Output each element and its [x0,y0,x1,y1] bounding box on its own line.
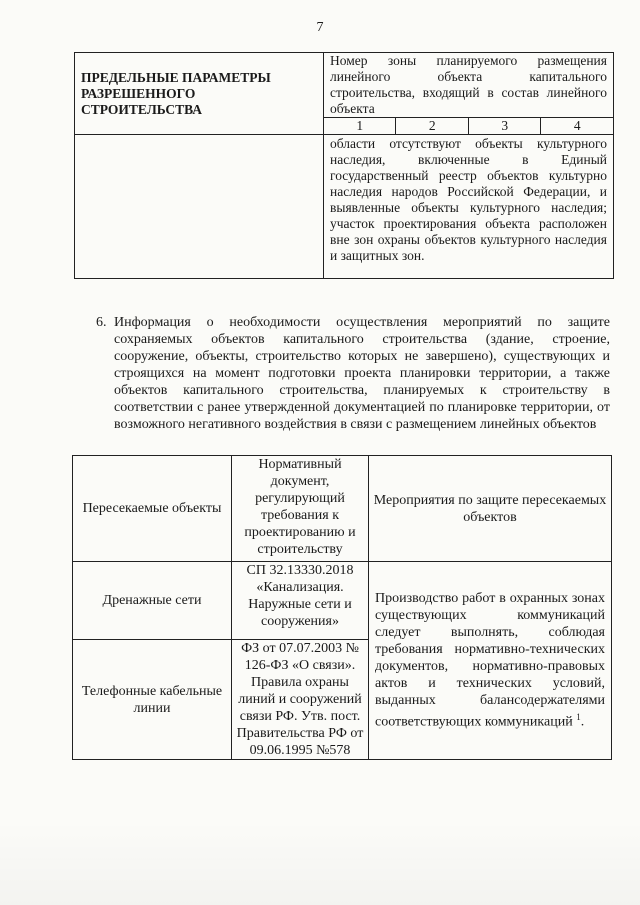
table2-measures-end: . [580,714,585,730]
table1-col-number: 3 [468,118,540,135]
table1-col-number: 2 [396,118,468,135]
table2-row-document: СП 32.13330.2018 «Канализация. Наружные сети и сооружения» [232,562,369,640]
table1-col-number: 4 [541,118,614,135]
table1-body-left [75,135,324,279]
section-6 [96,314,610,433]
table1-header-left: ПРЕДЕЛЬНЫЕ ПАРАМЕТРЫ РАЗРЕШЕННОГО СТРОИТЕЛЬСТВА [75,53,324,135]
protection-measures-table [72,455,612,760]
scan-shade [0,820,640,905]
section-text: Информация о необходимости осуществления мероприятий по защите сохраняемых объектов капитального строительства (здание, строение, сооружение, объекты, строительство которых не завершено), существующих и строящихся на момент подготовки проекта планировки территории, а также объектов капитального строительства, планируемых к строительству в соответствии с ранее утвержденной документацией по планировке территории, от возможного негативного воздействия в связи с размещением линейных объектов [114,315,610,432]
table1-body-right: области отсутствуют объекты культурного наследия, включенные в Единый государственный реестр объектов культурно наследия народов Российской Федерации, и выявленные объекты культурного наследия; участок проектирования объекта расположен вне зон охраны объектов культурного наследия и защитных зон. [324,135,614,279]
table2-row-object: Дренажные сети [73,562,232,640]
table2-measures-text: Производство работ в охранных зонах существующих коммуникаций следует выполнять, соблюдая требования нормативно-технических документов, нормативно-правовых актов и технических условий, выданных балансодержателями соответствующих коммуникаций [375,591,605,730]
table2-row-document: ФЗ от 07.07.2003 № 126-ФЗ «О связи». Правила охраны линий и сооружений связи РФ. Утв. пост. Правительства РФ от 09.06.1995 №578 [232,640,369,760]
table2-header-document: Нормативный документ, регулирующий требования к проектированию и строительству [232,456,369,562]
page-number: 7 [316,20,324,35]
footnote-marker: 1 [576,712,581,723]
section-number: 6. [96,315,107,330]
table2-header-objects: Пересекаемые объекты [73,456,232,562]
building-parameters-table [74,52,614,279]
table2-row-object: Телефонные кабельные линии [73,640,232,760]
table1-header-right: Номер зоны планируемого размещения линейного объекта капитального строительства, входящий в состав линейного объекта [324,53,614,118]
table1-col-number: 1 [324,118,396,135]
table2-measures [369,562,612,760]
table2-header-measures: Мероприятия по защите пересекаемых объектов [369,456,612,562]
